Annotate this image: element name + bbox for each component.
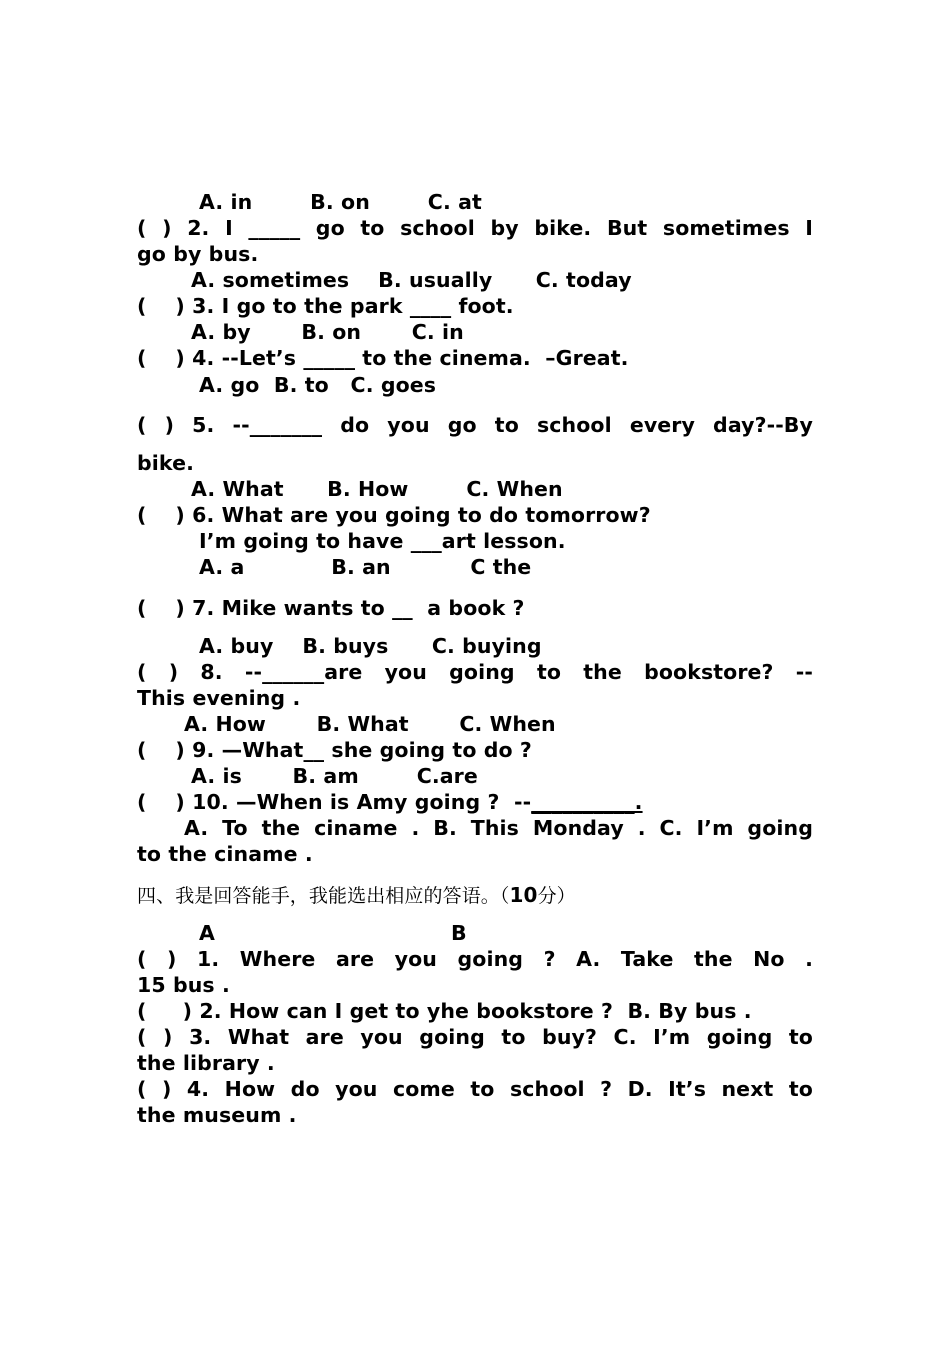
- match-q2: ( ) 2. How can I get to yhe bookstore ? B. By bus .: [137, 999, 752, 1023]
- q7-question: ( ) 7. Mike wants to __ a book ?: [137, 596, 525, 620]
- q8-options: A. How B. What C. When: [184, 712, 556, 736]
- match-q3: ( ) 3. What are you going to buy? C. I’m going to: [137, 1025, 813, 1049]
- q4-question: ( ) 4. --Let’s _____ to the cinema. –Great.: [137, 346, 629, 370]
- q8-question: ( ) 8. --______are you going to the bookstore? --: [137, 660, 813, 684]
- q6-question: ( ) 6. What are you going to do tomorrow?: [137, 503, 651, 527]
- q2-options: A. sometimes B. usually C. today: [191, 268, 632, 292]
- section-4-heading: [137, 882, 576, 909]
- q5-question: ( ) 5. --_______ do you go to school every day?--By: [137, 413, 813, 437]
- match-q3-cont: the library .: [137, 1051, 275, 1075]
- q1-options: A. in B. on C. at: [199, 190, 482, 214]
- q2-question-cont: go by bus.: [137, 242, 259, 266]
- q3-question: ( ) 3. I go to the park ____ foot.: [137, 294, 514, 318]
- q10-question: [137, 789, 643, 815]
- match-q4: ( ) 4. How do you come to school ? D. It’s next to: [137, 1077, 813, 1101]
- q10-answer-blank: __________.: [531, 790, 643, 814]
- q10-options-cont: to the ciname .: [137, 842, 313, 866]
- q9-question: ( ) 9. —What__ she going to do ?: [137, 738, 532, 762]
- q8-question-cont: This evening .: [137, 686, 301, 710]
- section-4-heading-end: 分）: [537, 885, 576, 907]
- q5-options: A. What B. How C. When: [191, 477, 563, 501]
- q5-question-cont: bike.: [137, 451, 194, 475]
- q10-options: A. To the ciname . B. This Monday . C. I’m going: [184, 816, 813, 840]
- match-q1: ( ) 1. Where are you going ? A. Take the No .: [137, 947, 813, 971]
- match-q4-cont: the museum .: [137, 1103, 297, 1127]
- section-4-score: 10: [509, 883, 538, 907]
- q4-options: A. go B. to C. goes: [199, 373, 437, 397]
- q10-question-text: ( ) 10. —When is Amy going ? --: [137, 790, 532, 814]
- q6-answer-line: I’m going to have ___art lesson.: [199, 529, 566, 553]
- match-q1-cont: 15 bus .: [137, 973, 230, 997]
- q3-options: A. by B. on C. in: [191, 320, 464, 344]
- q2-question: ( ) 2. I _____ go to school by bike. But sometimes I: [137, 216, 813, 240]
- q7-options: A. buy B. buys C. buying: [199, 634, 542, 658]
- section-4-heading-text: 四、我是回答能手，我能选出相应的答语。（: [137, 885, 510, 907]
- column-b-header: B: [451, 921, 467, 945]
- column-a-header: A: [199, 921, 215, 945]
- q9-options: A. is B. am C.are: [191, 764, 478, 788]
- q6-options: A. a B. an C the: [199, 555, 532, 579]
